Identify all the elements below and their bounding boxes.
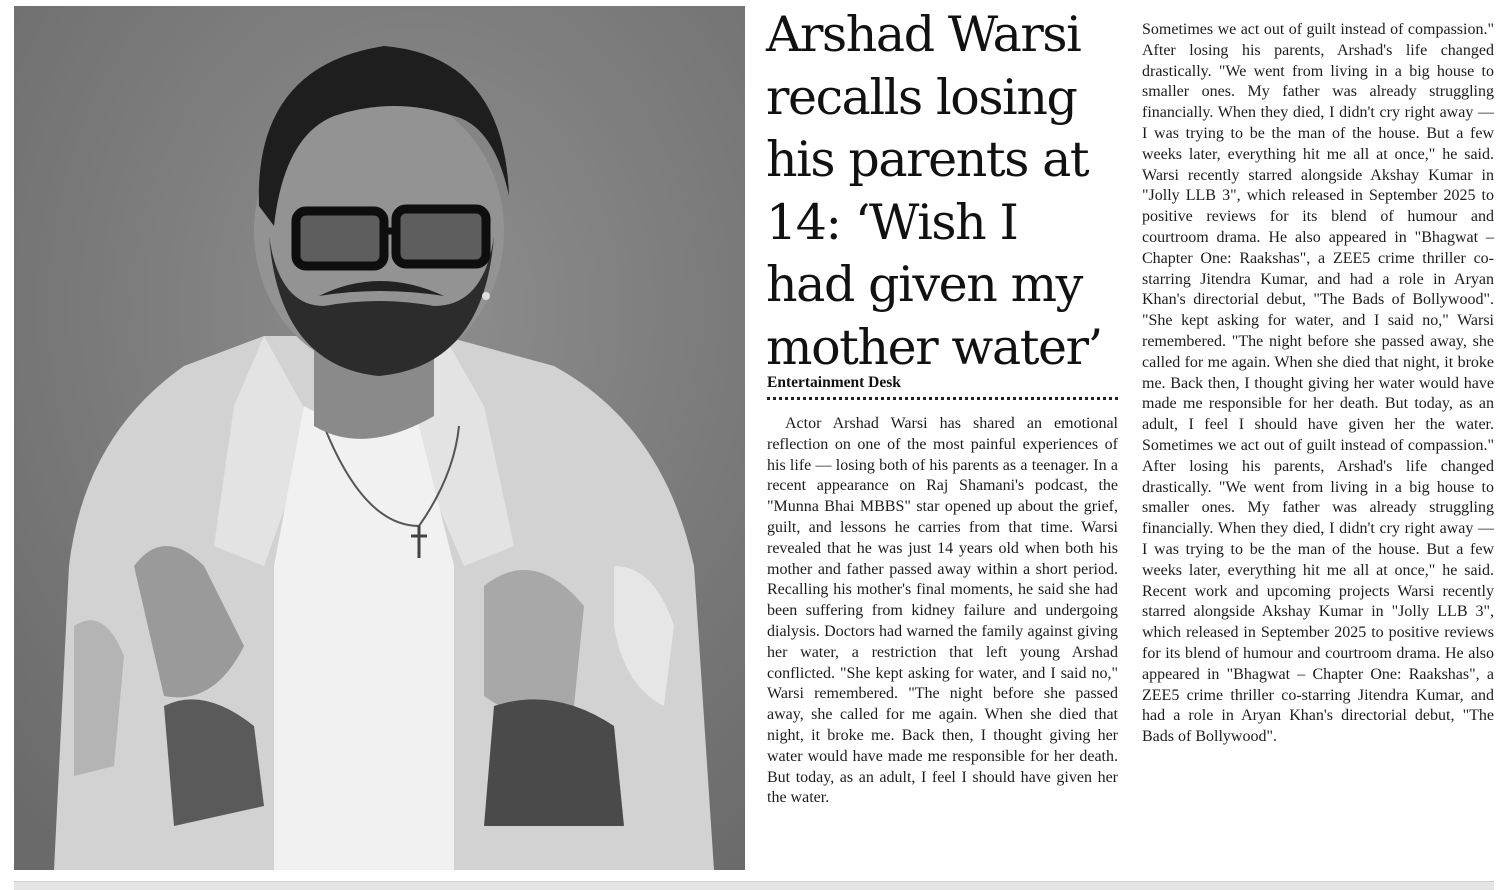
dotted-divider bbox=[767, 397, 1118, 400]
headline: Arshad Warsi recalls losing his parents at 14: ‘Wish I had given my mother water’ bbox=[766, 6, 1102, 376]
article-body-column-2: Sometimes we act out of guilt instead of compassion." After losing his parents, Arshad's life changed drastically. "We went from living in a big house to smaller ones. My father was already struggling financially. When they died, I didn't cry right away — I was trying to be the man of the house. But a few weeks later, everything hit me all at once," he said. Warsi recently starred alongside Akshay Kumar in "Jolly LLB 3", which released in September 2025 to positive reviews for its blend of humour and courtroom drama. He also appeared in "Bhagwat – Chapter One: Raakshas", a ZEE5 crime thriller co-starring Jitendra Kumar, and had a role in Aryan Khan's directorial debut, "The Bads of Bollywood". "She kept asking for water, and I said no," Warsi remembered. "The night before she passed away, she called for me again. When she died that night, it broke me. Back then, I thought giving her water would have made me responsible for her death. But today, as an adult, I feel I should have given her the water. Sometimes we act out of guilt instead of compassion." After losing his parents, Arshad's life changed drastically. "We went from living in a big house to smaller ones. My father was already struggling financially. When they died, I didn't cry right away — I was trying to be the man of the house. But a few weeks later, everything hit me all at once," he said. Recent work and upcoming projects Warsi recently starred alongside Akshay Kumar in "Jolly LLB 3", which released in September 2025 to positive reviews for its blend of humour and courtroom drama. He also appeared in "Bhagwat – Chapter One: Raakshas", a ZEE5 crime thriller co-starring Jitendra Kumar, and had a role in Aryan Khan's directorial debut, "The Bads of Bollywood". bbox=[1142, 21, 1494, 746]
article-photo bbox=[14, 6, 745, 870]
article-body-column-1: Actor Arshad Warsi has shared an emotional reflection on one of the most painful experiences of his life — losing both of his parents as a teenager. In a recent appearance on Raj Shamani's podcast, the "Munna Bhai MBBS" star opened up about the grief, guilt, and lessons he carries from that time. Warsi revealed that he was just 14 years old when both his mother and father passed away within a short period. Recalling his mother's final moments, he said she had been suffering from kidney failure and undergoing dialysis. Doctors had warned the family against giving her water, a restriction that left young Arshad conflicted. "She kept asking for water, and I said no," Warsi remembered. "The night before she passed away, she called for me again. When she died that night, it broke me. Back then, I thought giving her water would have made me responsible for her death. But today, as an adult, I feel I should have given her the water. bbox=[767, 415, 1118, 807]
portrait-photo-icon bbox=[14, 6, 745, 870]
byline: Entertainment Desk bbox=[767, 374, 901, 391]
